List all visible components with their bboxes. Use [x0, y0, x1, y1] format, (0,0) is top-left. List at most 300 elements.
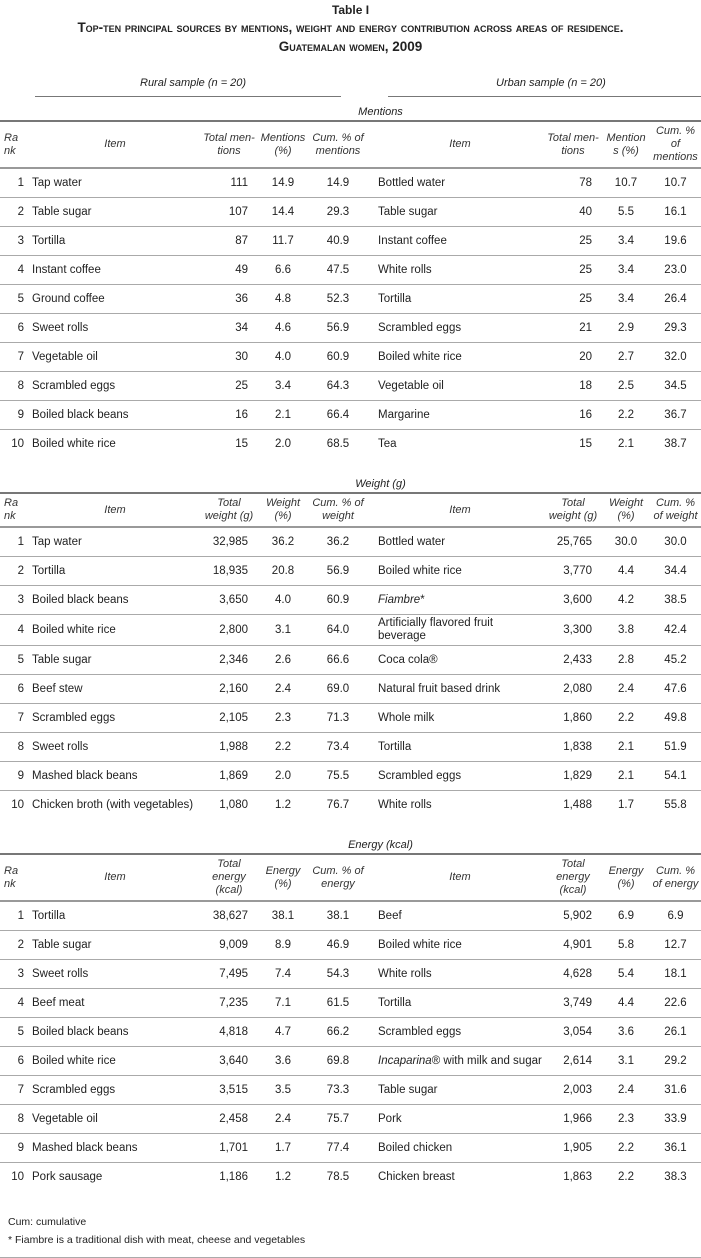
header-row: [0, 854, 701, 901]
data-table: [0, 492, 701, 819]
table-row: [0, 557, 701, 586]
rural-percent-cell: 1.7: [275, 1141, 291, 1154]
column-header-item-rural: Item: [104, 503, 126, 516]
rural-cumulative-cell: 75.7: [326, 1112, 350, 1125]
urban-total-cell: 25,765: [556, 535, 592, 548]
urban-item-cell: Table sugar: [378, 1083, 438, 1096]
rural-cumulative-cell: 56.9: [326, 321, 350, 334]
column-header-pct-rural: Mentions (%): [260, 131, 306, 157]
column-header-rank: Rank: [4, 864, 19, 890]
rural-cumulative-cell: 76.7: [326, 798, 350, 811]
urban-cumulative-cell: 38.7: [664, 437, 687, 450]
urban-item-cell: Artificially flavored fruit beverage: [378, 617, 494, 642]
rank-cell: 8: [17, 740, 24, 753]
rural-sample-rule: [35, 96, 341, 97]
rural-total-cell: 49: [235, 263, 248, 276]
urban-percent-cell: 2.5: [618, 379, 634, 392]
urban-item-suffix: *: [420, 593, 425, 606]
column-header-cum-rural: Cum. % of weight: [312, 497, 364, 522]
urban-item-cell: Table sugar: [378, 205, 438, 218]
rural-total-cell: 2,160: [219, 682, 248, 695]
rural-cumulative-cell: 64.3: [326, 379, 350, 392]
rural-item-cell: Sweet rolls: [32, 740, 89, 753]
rank-cell: 6: [17, 321, 24, 334]
urban-percent-cell: 2.4: [618, 1083, 634, 1096]
rural-cumulative-cell: 66.6: [326, 653, 350, 666]
table-row: [0, 1105, 701, 1134]
urban-percent-cell: 3.8: [618, 623, 634, 636]
rank-cell: 2: [17, 564, 24, 577]
rank-cell: 8: [17, 1112, 24, 1125]
table-row: [0, 1047, 701, 1076]
urban-cumulative-cell: 26.4: [664, 292, 687, 305]
table-row: [0, 401, 701, 430]
table-row: [0, 675, 701, 704]
urban-total-cell: 25: [579, 292, 592, 305]
table-row: [0, 256, 701, 285]
urban-cumulative-cell: 36.1: [664, 1141, 687, 1154]
urban-cumulative-cell: 26.1: [664, 1025, 687, 1038]
rural-item-cell: Scrambled eggs: [32, 1083, 116, 1096]
rural-item-cell: Tap water: [32, 535, 82, 548]
rural-item-cell: Mashed black beans: [32, 769, 138, 782]
rural-item-cell: Boiled black beans: [32, 593, 129, 606]
urban-item-cell: Beef: [378, 909, 402, 922]
urban-total-cell: 1,829: [563, 769, 592, 782]
urban-total-cell: 3,600: [563, 593, 592, 606]
urban-total-cell: 40: [579, 205, 592, 218]
table-row: [0, 960, 701, 989]
rank-cell: 9: [17, 1141, 24, 1154]
rural-cumulative-cell: 54.3: [326, 967, 350, 980]
urban-percent-cell: 2.2: [618, 1170, 634, 1183]
urban-total-cell: 1,863: [563, 1170, 592, 1183]
urban-item-cell: [368, 586, 544, 615]
table-row: [0, 1134, 701, 1163]
urban-percent-cell: 5.5: [618, 205, 634, 218]
urban-percent-cell: 3.4: [618, 234, 634, 247]
rural-percent-cell: 2.3: [275, 711, 291, 724]
rural-total-cell: 107: [228, 205, 248, 218]
rural-total-cell: 2,458: [219, 1112, 248, 1125]
urban-cumulative-cell: 12.7: [664, 938, 687, 951]
column-header-cum-urban: Cum. % of mentions: [653, 125, 698, 163]
rural-percent-cell: 4.8: [275, 292, 291, 305]
urban-percent-cell: 4.2: [618, 593, 634, 606]
urban-item-cell: Bottled water: [378, 535, 446, 548]
rural-item-cell: Boiled white rice: [32, 623, 116, 636]
rural-item-cell: Tortilla: [32, 909, 66, 922]
urban-cumulative-cell: 10.7: [664, 176, 687, 189]
rank-cell: 7: [17, 350, 24, 363]
urban-percent-cell: 1.7: [618, 798, 634, 811]
rural-item-cell: Pork sausage: [32, 1170, 103, 1183]
urban-percent-cell: 2.7: [618, 350, 634, 363]
urban-item-cell: Scrambled eggs: [378, 321, 462, 334]
table-row: [0, 901, 701, 931]
urban-total-cell: 25: [579, 234, 592, 247]
urban-total-cell: 1,905: [563, 1141, 592, 1154]
rank-cell: 10: [11, 798, 24, 811]
urban-percent-cell: 2.1: [618, 437, 634, 450]
table-row: [0, 314, 701, 343]
rank-cell: 3: [17, 593, 24, 606]
rank-cell: 10: [11, 1170, 24, 1183]
table-row: [0, 168, 701, 198]
rural-percent-cell: 6.6: [275, 263, 291, 276]
rural-percent-cell: 14.9: [271, 176, 295, 189]
urban-percent-cell: 4.4: [618, 996, 634, 1009]
column-header-pct-urban: Mentions (%): [606, 131, 646, 157]
rural-total-cell: 18,935: [212, 564, 248, 577]
urban-total-cell: 16: [579, 408, 592, 421]
urban-cumulative-cell: 30.0: [664, 535, 687, 548]
table-row: [0, 343, 701, 372]
urban-cumulative-cell: 34.5: [664, 379, 687, 392]
rural-cumulative-cell: 40.9: [326, 234, 350, 247]
table-row: [0, 372, 701, 401]
data-table: [0, 853, 701, 1191]
rank-cell: 7: [17, 711, 24, 724]
rural-total-cell: 1,869: [219, 769, 248, 782]
rural-item-cell: Vegetable oil: [32, 350, 98, 363]
rural-total-cell: 15: [235, 437, 248, 450]
rural-percent-cell: 1.2: [275, 798, 291, 811]
rural-total-cell: 2,105: [219, 711, 248, 724]
urban-total-cell: 3,300: [563, 623, 592, 636]
rural-total-cell: 32,985: [212, 535, 248, 548]
urban-total-cell: 1,838: [563, 740, 592, 753]
urban-percent-cell: 2.3: [618, 1112, 634, 1125]
rank-cell: 2: [17, 205, 24, 218]
urban-item-cell: Natural fruit based drink: [378, 682, 501, 695]
urban-total-cell: 1,488: [563, 798, 592, 811]
rural-percent-cell: 36.2: [271, 535, 295, 548]
table-label: Table I: [331, 3, 370, 17]
table-title-line-2: Guatemalan women, 2009: [278, 39, 423, 54]
urban-cumulative-cell: 32.0: [664, 350, 687, 363]
rural-item-cell: Tap water: [32, 176, 82, 189]
table-row: [0, 615, 701, 646]
urban-cumulative-cell: 18.1: [664, 967, 687, 980]
urban-item-cell: Coca cola®: [378, 653, 438, 666]
urban-percent-cell: 2.2: [618, 408, 634, 421]
urban-sample-header: Urban sample (n = 20): [496, 77, 606, 89]
urban-cumulative-cell: 36.7: [664, 408, 687, 421]
column-header-rank: Rank: [4, 497, 19, 522]
rural-cumulative-cell: 60.9: [326, 593, 350, 606]
column-header-rank: Rank: [4, 131, 19, 157]
urban-item-suffix: ® with milk and sugar: [431, 1054, 542, 1067]
table-row: [0, 198, 701, 227]
rural-item-cell: Scrambled eggs: [32, 379, 116, 392]
rural-total-cell: 38,627: [212, 909, 248, 922]
column-header-item-urban: Item: [449, 138, 471, 150]
urban-cumulative-cell: 31.6: [664, 1083, 687, 1096]
urban-total-cell: 18: [579, 379, 592, 392]
column-header-total-urban: Total energy (kcal): [556, 858, 590, 896]
rural-percent-cell: 14.4: [271, 205, 295, 218]
rank-cell: 9: [17, 408, 24, 421]
urban-item-italic: Fiambre: [378, 593, 421, 606]
urban-percent-cell: 3.6: [618, 1025, 634, 1038]
rank-cell: 3: [17, 234, 24, 247]
rural-percent-cell: 7.1: [275, 996, 291, 1009]
rural-item-cell: Boiled white rice: [32, 437, 116, 450]
rural-cumulative-cell: 52.3: [326, 292, 350, 305]
urban-total-cell: 78: [579, 176, 592, 189]
column-header-item-rural: Item: [104, 871, 126, 883]
urban-cumulative-cell: 54.1: [664, 769, 687, 782]
urban-percent-cell: 3.1: [618, 1054, 634, 1067]
rural-total-cell: 30: [235, 350, 248, 363]
rural-cumulative-cell: 77.4: [326, 1141, 350, 1154]
urban-total-cell: 15: [579, 437, 592, 450]
urban-item-italic: Incaparina: [378, 1054, 432, 1067]
urban-item-cell: Chicken breast: [378, 1170, 455, 1183]
rank-cell: 4: [17, 263, 24, 276]
urban-item-cell: Pork: [378, 1112, 402, 1125]
column-header-pct-rural: Weight (%): [265, 497, 301, 522]
rural-percent-cell: 4.6: [275, 321, 291, 334]
rural-cumulative-cell: 75.5: [326, 769, 350, 782]
table-row: [0, 227, 701, 256]
section-label: Energy (kcal): [348, 839, 413, 851]
rank-cell: 1: [17, 909, 24, 922]
urban-percent-cell: 2.1: [618, 740, 634, 753]
header-row: [0, 121, 701, 168]
table-header: [0, 493, 701, 527]
footnotes: [0, 1213, 701, 1249]
rural-percent-cell: 3.1: [275, 623, 291, 636]
urban-cumulative-cell: 29.3: [664, 321, 687, 334]
table-body: [0, 168, 701, 458]
column-header-pct-urban: Weight (%): [608, 497, 644, 522]
rural-cumulative-cell: 46.9: [326, 938, 350, 951]
rank-cell: 1: [17, 176, 24, 189]
urban-total-cell: 2,433: [563, 653, 592, 666]
column-header-cum-urban: Cum. % of weight: [653, 497, 698, 522]
urban-item-cell: Boiled white rice: [378, 350, 462, 363]
column-header-total-rural: Total men-tions: [203, 131, 255, 157]
rural-percent-cell: 1.2: [275, 1170, 291, 1183]
rank-cell: 4: [17, 996, 24, 1009]
rural-percent-cell: 4.0: [275, 350, 291, 363]
rural-total-cell: 7,235: [219, 996, 248, 1009]
urban-total-cell: 5,902: [563, 909, 592, 922]
rural-item-cell: Table sugar: [32, 653, 92, 666]
urban-percent-cell: 4.4: [618, 564, 634, 577]
header-row: [0, 493, 701, 527]
urban-cumulative-cell: 38.3: [664, 1170, 687, 1183]
urban-cumulative-cell: 34.4: [664, 564, 687, 577]
rural-total-cell: 3,650: [219, 593, 248, 606]
table-row: [0, 1018, 701, 1047]
urban-cumulative-cell: 6.9: [667, 909, 684, 922]
column-header-total-rural: Total weight (g): [204, 497, 254, 522]
rank-cell: 5: [17, 292, 24, 305]
rural-cumulative-cell: 71.3: [326, 711, 350, 724]
urban-total-cell: 1,860: [563, 711, 592, 724]
rural-item-cell: Tortilla: [32, 564, 66, 577]
energy-section: [0, 837, 701, 1191]
urban-percent-cell: 2.9: [618, 321, 634, 334]
rural-percent-cell: 8.9: [275, 938, 291, 951]
urban-item-cell: Tea: [378, 437, 397, 450]
rank-cell: 1: [17, 535, 24, 548]
rural-cumulative-cell: 73.4: [326, 740, 350, 753]
table-row: [0, 1076, 701, 1105]
rural-item-cell: Mashed black beans: [32, 1141, 138, 1154]
table-row: [0, 931, 701, 960]
rural-cumulative-cell: 78.5: [326, 1170, 350, 1183]
rank-cell: 9: [17, 769, 24, 782]
rural-cumulative-cell: 38.1: [326, 909, 350, 922]
rural-total-cell: 1,701: [219, 1141, 248, 1154]
rural-item-cell: Vegetable oil: [32, 1112, 98, 1125]
column-header-cum-rural: Cum. % of mentions: [312, 131, 364, 157]
rural-percent-cell: 2.6: [275, 653, 291, 666]
urban-cumulative-cell: 33.9: [664, 1112, 687, 1125]
urban-total-cell: 2,614: [563, 1054, 592, 1067]
rural-percent-cell: 38.1: [271, 909, 295, 922]
rural-percent-cell: 2.1: [275, 408, 291, 421]
urban-percent-cell: 30.0: [614, 535, 638, 548]
table-row: [0, 791, 701, 820]
urban-cumulative-cell: 51.9: [664, 740, 687, 753]
rural-total-cell: 2,800: [219, 623, 248, 636]
urban-cumulative-cell: 22.6: [664, 996, 687, 1009]
rural-total-cell: 2,346: [219, 653, 248, 666]
urban-cumulative-cell: 29.2: [664, 1054, 687, 1067]
rural-cumulative-cell: 56.9: [326, 564, 350, 577]
urban-sample-rule: [388, 96, 701, 97]
rural-item-cell: Beef stew: [32, 682, 83, 695]
rural-item-cell: Sweet rolls: [32, 967, 89, 980]
rural-cumulative-cell: 68.5: [326, 437, 350, 450]
rank-cell: 6: [17, 682, 24, 695]
urban-item-cell: Bottled water: [378, 176, 446, 189]
footnote-fiambre: * Fiambre is a traditional dish with meat, cheese and vegetables: [8, 1234, 306, 1246]
rural-total-cell: 3,640: [219, 1054, 248, 1067]
urban-cumulative-cell: 42.4: [664, 623, 687, 636]
rural-total-cell: 3,515: [219, 1083, 248, 1096]
urban-percent-cell: 2.2: [618, 1141, 634, 1154]
urban-percent-cell: 2.8: [618, 653, 634, 666]
rural-total-cell: 111: [230, 176, 248, 189]
table-row: [0, 989, 701, 1018]
rank-cell: 5: [17, 1025, 24, 1038]
urban-total-cell: 3,749: [563, 996, 592, 1009]
rural-item-cell: Sweet rolls: [32, 321, 89, 334]
table-title-line-1: Top-ten principal sources by mentions, weight and energy contribution across areas of residence.: [77, 20, 624, 35]
urban-item-cell: White rolls: [378, 967, 432, 980]
urban-cumulative-cell: 38.5: [664, 593, 687, 606]
urban-total-cell: 2,080: [563, 682, 592, 695]
urban-cumulative-cell: 19.6: [664, 234, 687, 247]
rural-total-cell: 87: [235, 234, 248, 247]
column-header-total-urban: Total men-tions: [547, 131, 599, 157]
urban-total-cell: 2,003: [563, 1083, 592, 1096]
rural-percent-cell: 4.7: [275, 1025, 291, 1038]
rural-cumulative-cell: 47.5: [326, 263, 350, 276]
rural-item-cell: Boiled white rice: [32, 1054, 116, 1067]
rural-percent-cell: 3.6: [275, 1054, 291, 1067]
rural-total-cell: 25: [235, 379, 248, 392]
rural-item-cell: Instant coffee: [32, 263, 101, 276]
rank-cell: 4: [17, 623, 24, 636]
section-label: Mentions: [358, 106, 403, 118]
urban-total-cell: 25: [579, 263, 592, 276]
rural-total-cell: 16: [235, 408, 248, 421]
column-header-cum-rural: Cum. % of energy: [312, 864, 364, 890]
urban-percent-cell: 10.7: [614, 176, 638, 189]
table-row: [0, 586, 701, 615]
rural-cumulative-cell: 66.4: [326, 408, 350, 421]
rural-percent-cell: 2.0: [275, 769, 291, 782]
rural-cumulative-cell: 61.5: [326, 996, 350, 1009]
rural-percent-cell: 7.4: [275, 967, 291, 980]
column-header-total-urban: Total weight (g): [548, 497, 598, 522]
urban-total-cell: 20: [579, 350, 592, 363]
rank-cell: 2: [17, 938, 24, 951]
rural-percent-cell: 2.0: [275, 437, 291, 450]
table-body: [0, 901, 701, 1191]
rural-cumulative-cell: 14.9: [326, 176, 350, 189]
urban-percent-cell: 5.4: [618, 967, 634, 980]
table-row: [0, 1163, 701, 1192]
urban-total-cell: 21: [579, 321, 592, 334]
rural-percent-cell: 3.4: [275, 379, 291, 392]
urban-item-cell: Scrambled eggs: [378, 1025, 462, 1038]
urban-total-cell: 3,770: [563, 564, 592, 577]
urban-percent-cell: 5.8: [618, 938, 634, 951]
urban-percent-cell: 2.4: [618, 682, 634, 695]
table-row: [0, 733, 701, 762]
rural-item-cell: Chicken broth (with vegetables): [32, 798, 194, 811]
table-row: [0, 527, 701, 557]
urban-item-cell: Tortilla: [378, 292, 412, 305]
urban-item-cell: Tortilla: [378, 740, 412, 753]
rural-item-cell: Ground coffee: [32, 292, 105, 305]
rural-total-cell: 1,080: [219, 798, 248, 811]
column-header-pct-rural: Energy (%): [265, 864, 301, 890]
rank-cell: 10: [11, 437, 24, 450]
mentions-section: [0, 104, 701, 458]
rural-percent-cell: 2.4: [275, 682, 291, 695]
rural-cumulative-cell: 36.2: [326, 535, 350, 548]
rank-cell: 7: [17, 1083, 24, 1096]
data-table: [0, 120, 701, 458]
urban-total-cell: 4,628: [563, 967, 592, 980]
rural-percent-cell: 4.0: [275, 593, 291, 606]
weight-section: [0, 476, 701, 819]
table-row: [0, 646, 701, 675]
urban-cumulative-cell: 45.2: [664, 653, 687, 666]
table-header: [0, 121, 701, 168]
rank-cell: 6: [17, 1054, 24, 1067]
urban-total-cell: 3,054: [563, 1025, 592, 1038]
rank-cell: 3: [17, 967, 24, 980]
urban-item-cell: Boiled white rice: [378, 564, 462, 577]
rural-percent-cell: 2.2: [275, 740, 291, 753]
rural-percent-cell: 3.5: [275, 1083, 291, 1096]
table-body: [0, 527, 701, 819]
column-header-pct-urban: Energy (%): [608, 864, 644, 890]
urban-item-cell: Margarine: [378, 408, 430, 421]
rural-total-cell: 1,186: [219, 1170, 248, 1183]
urban-cumulative-cell: 49.8: [664, 711, 687, 724]
